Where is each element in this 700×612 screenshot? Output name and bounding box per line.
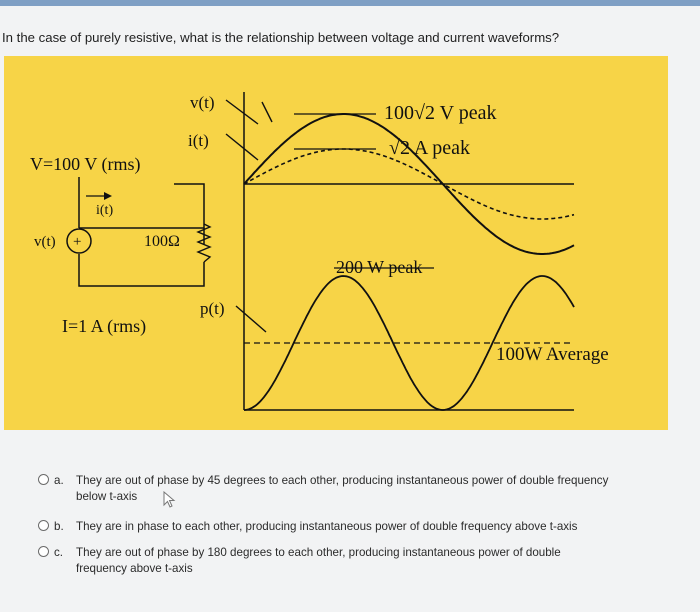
current-peak-label: √2 A peak bbox=[389, 137, 470, 159]
voltage-rms-label: V=100 V (rms) bbox=[30, 154, 141, 174]
figure-canvas bbox=[4, 56, 668, 430]
radio-option-c[interactable] bbox=[38, 546, 49, 557]
label-it: i(t) bbox=[188, 131, 209, 150]
option-a-text bbox=[76, 473, 608, 505]
option-c-letter: c. bbox=[54, 546, 64, 559]
option-b-letter: b. bbox=[54, 520, 64, 533]
option-c-line1: They are out of phase by 180 degrees to each other, producing instantaneous power of double bbox=[76, 546, 561, 559]
option-b-text bbox=[76, 519, 577, 535]
label-vt: v(t) bbox=[190, 93, 215, 112]
waveform-figure bbox=[4, 56, 668, 430]
svg-text:+: + bbox=[73, 234, 82, 250]
option-c-line2: frequency above t-axis bbox=[76, 562, 193, 575]
option-a-line2: below t-axis bbox=[76, 490, 138, 503]
pointer-arrows bbox=[226, 100, 272, 332]
option-a-letter: a. bbox=[54, 474, 64, 487]
radio-option-a[interactable] bbox=[38, 474, 49, 485]
option-a-line1: They are out of phase by 45 degrees to each other, producing instantaneous power of double frequency bbox=[76, 474, 609, 487]
current-arrow-label: i(t) bbox=[96, 203, 114, 218]
power-average-label: 100W Average bbox=[496, 344, 609, 365]
voltage-peak-label: 100√2 V peak bbox=[384, 102, 497, 124]
radio-option-b[interactable] bbox=[38, 520, 49, 531]
current-arrow-icon bbox=[104, 192, 112, 200]
circuit-diagram bbox=[67, 177, 210, 286]
power-peak-label: 200 W peak bbox=[336, 257, 423, 277]
option-b-line1: They are in phase to each other, producing instantaneous power of double frequency above t-axis bbox=[76, 520, 578, 533]
question-text: In the case of purely resistive, what is the relationship between voltage and current waveforms? bbox=[2, 30, 560, 45]
option-c-text bbox=[76, 545, 561, 577]
mouse-cursor-icon bbox=[163, 491, 179, 509]
current-rms-label: I=1 A (rms) bbox=[62, 316, 147, 336]
top-accent-bar bbox=[0, 0, 700, 6]
label-pt: p(t) bbox=[200, 299, 225, 318]
resistor-label: 100Ω bbox=[144, 233, 180, 250]
source-label: v(t) bbox=[34, 234, 56, 250]
